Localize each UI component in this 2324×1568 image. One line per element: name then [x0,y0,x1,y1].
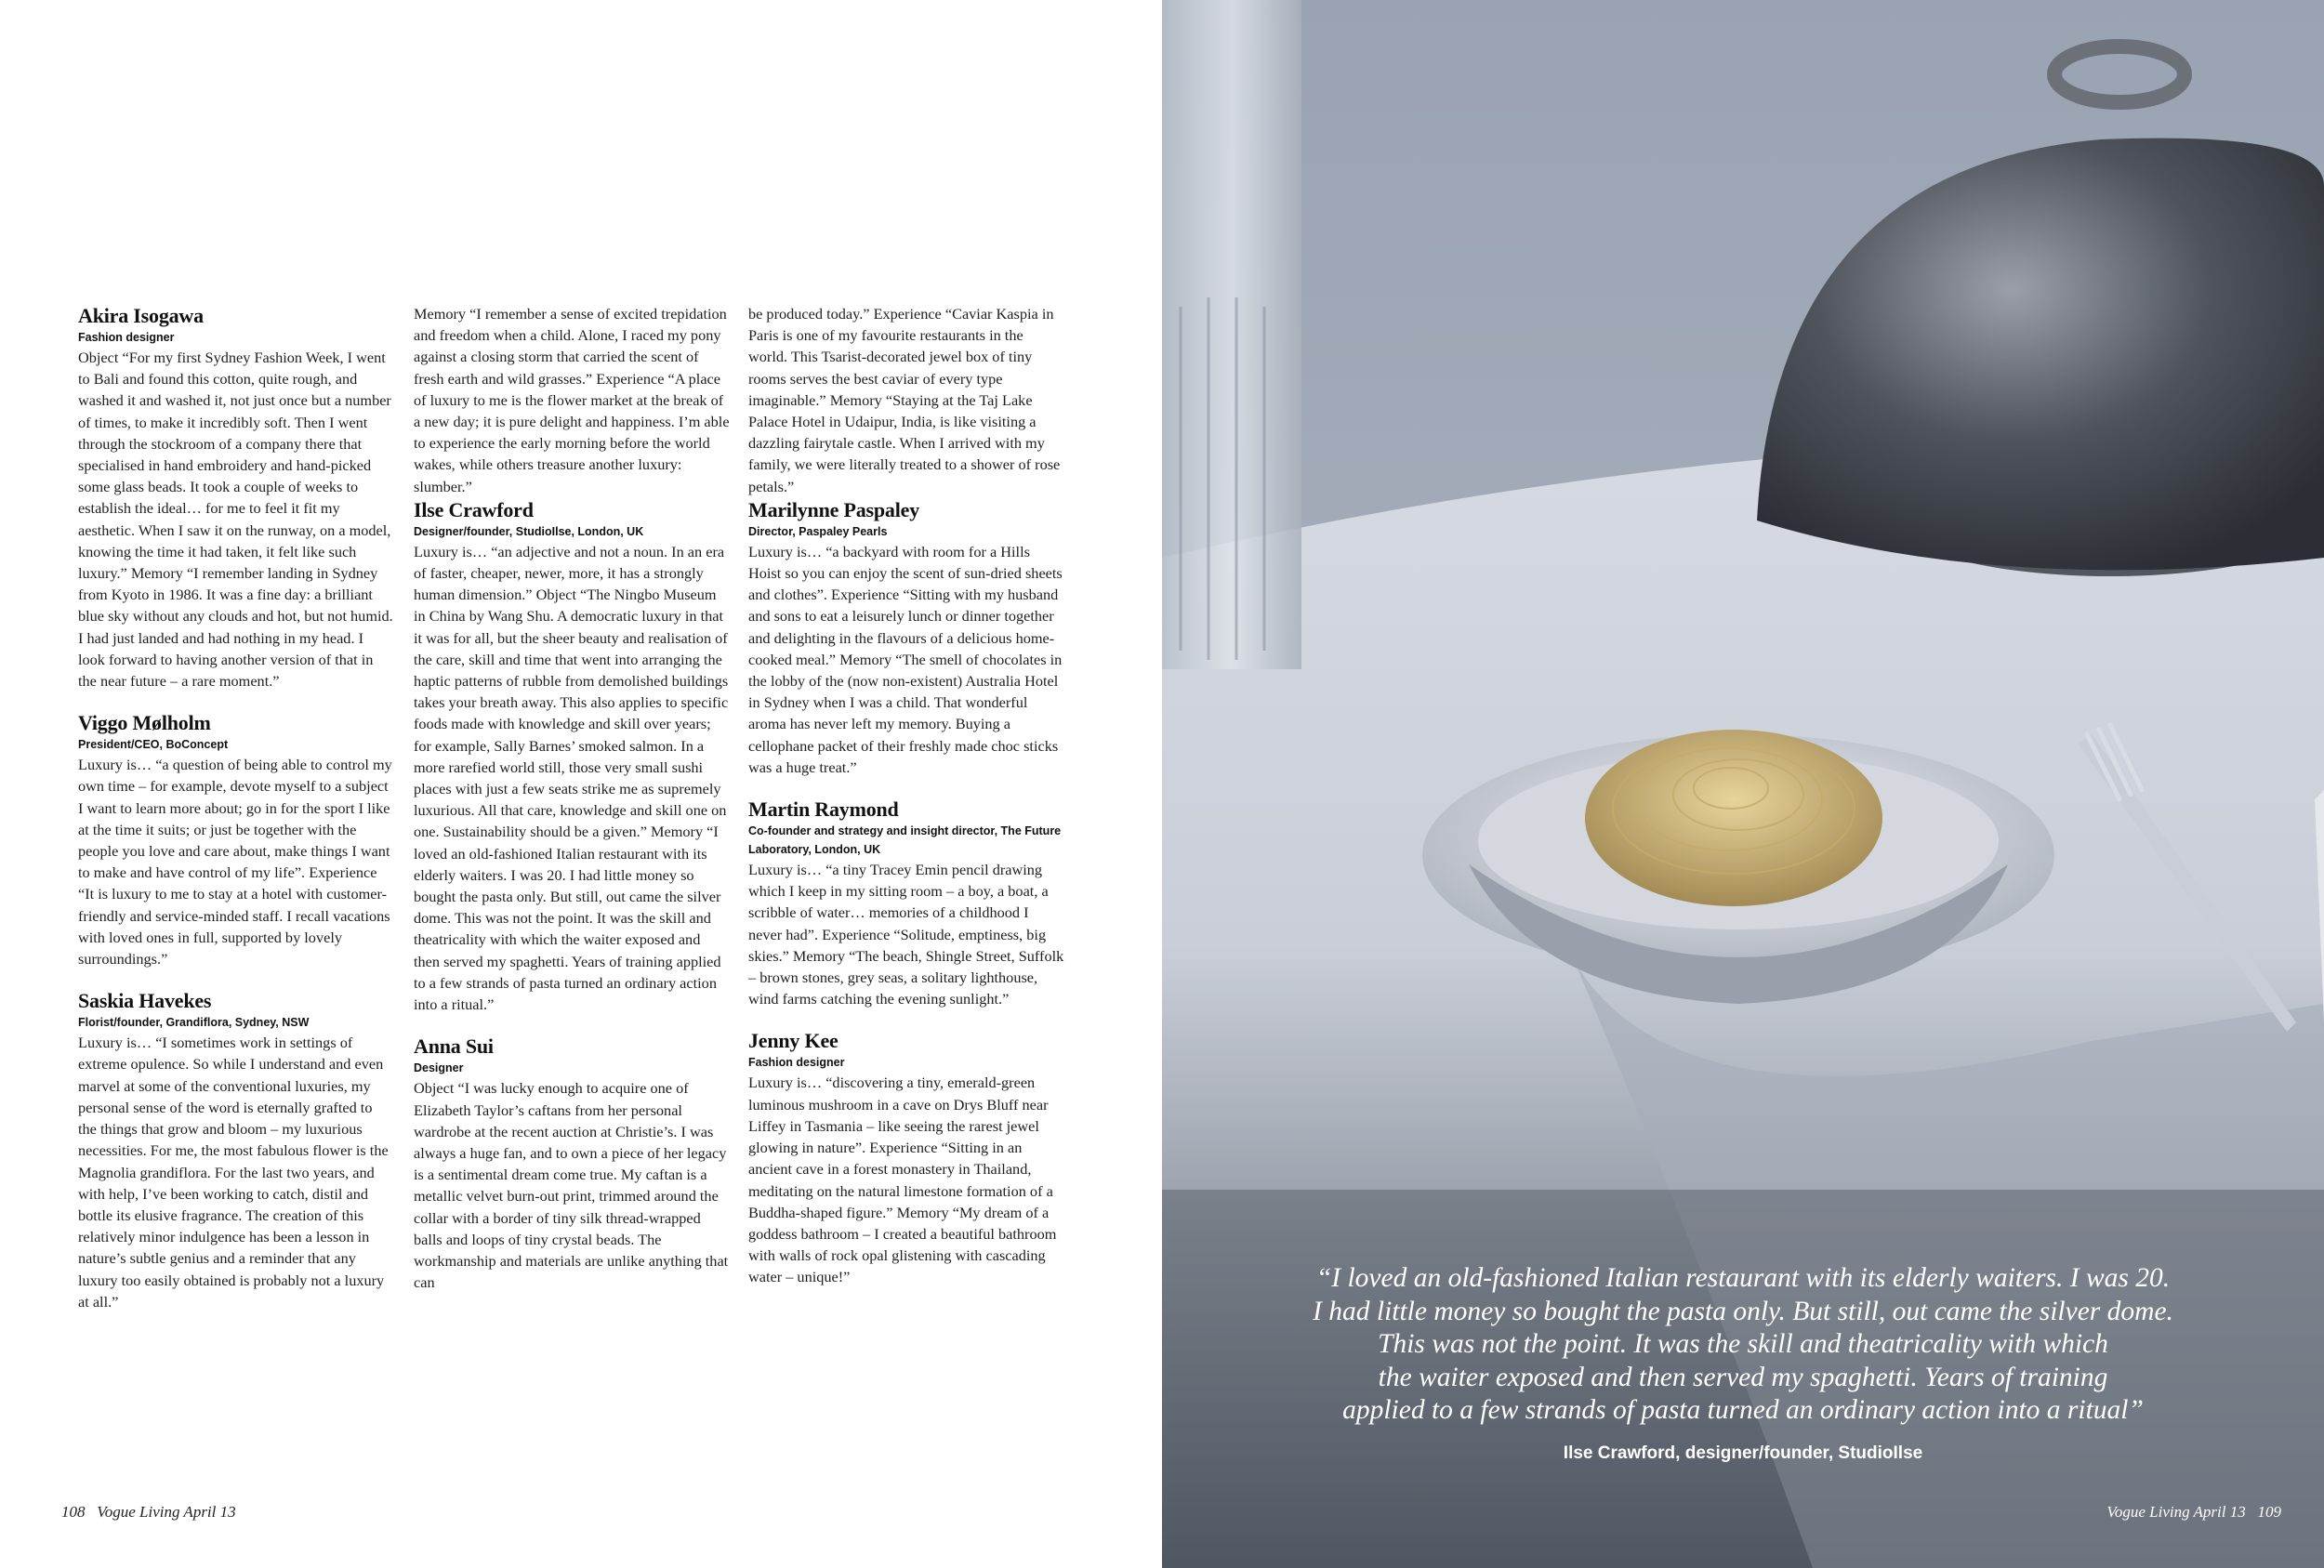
profile-name: Viggo Mølholm [78,711,211,735]
profile-text: Luxury is… “a backyard with room for a Hills Hoist so you can enjoy the scent of sun-dried sheets and clothes”. Experience “Sitting with my husband and sons to eat a leisurely lunch or dinner together and delighting in the flavours of a delicious home-cooked meal.” Memory “The smell of chocolates in the lobby of the (now non-existent) Australia Hotel in Sydney when I was a child. That wonderful aroma has never left my memory. Buying a cellophane packet of their freshly made choc sticks was a huge treat.” [748,542,1063,776]
profile-text: Luxury is… “a question of being able to control my own time – for example, devote myself to a subject I want to learn more about; go in for the sport I like at the time it suits; or just be together with the people you love and care about, make things I want to make and have control of my life”. Experience “It is luxury to me to stay at a hotel with customer-friendly and service-minded staff. I recall vacations with loved ones in full, supported by lovely surroundings.” [78,756,392,968]
continued-text: Memory “I remember a sense of excited trepidation and freedom when a child. Alone, I raced my pony against a closing storm that carried the scent of fresh earth and wild grasses.” Experience “A place of luxury to me is the flower market at the break of a new day; it is pure delight and happiness. I’m able to experience the early morning before the world wakes, while others treasure another luxury: slumber.” [414,305,730,495]
pull-quote-attribution: Ilse Crawford, designer/founder, StudioIlse [1563,1443,1923,1463]
profile-text: Object “I was lucky enough to acquire one of Elizabeth Taylor’s caftans from her personal wardrobe at the recent auction at Christie’s. I was always a huge fan, and to own a piece of her legacy is a sentimental dream come true. My caftan is a metallic velvet burn-out print, trimmed around the collar with a border of tiny silk thread-wrapped balls and loops of tiny crystal beads. The workmanship and materials are unlike anything that can [414,1079,729,1292]
profile-entry [78,303,394,692]
profile-entry [78,710,394,969]
profile-name: Ilse Crawford [414,497,534,521]
pull-quote [1255,1262,2231,1428]
profile-entry [748,797,1064,1009]
magazine-title: Vogue Living April 13 [97,1503,236,1521]
profile-role: Co-founder and strategy and insight director, The Future Laboratory, London, UK [748,824,1062,857]
pull-quote-line: This was not the point. It was the skill and theatricality with which [1378,1329,2108,1359]
text-column-3 [748,303,1064,1307]
pull-quote-line: “I loved an old-fashioned Italian restaurant with its elderly waiters. I was 20. [1315,1263,2171,1293]
profile-entry [414,497,730,1015]
profile-entry [748,497,1064,778]
profile-role: Fashion designer [748,1056,845,1070]
pull-quote-line: I had little money so bought the pasta only. But still, out came the silver dome. [1313,1296,2173,1326]
profile-text: Luxury is… “I sometimes work in settings of extreme opulence. So while I understand and even marvel at some of the conventional luxuries, my personal sense of the word is eternally grafted to the things that grow and bloom – my luxurious necessities. For me, the most fabulous flower is the Magnolia grandiflora. For the last two years, and with help, I’ve been working to catch, distil and bottle its elusive fragrance. The creation of this relatively minor indulgence has been a lesson in nature’s subtle genius and a reminder that any luxury too easily obtained is probably not a luxury at all.” [78,1034,389,1311]
pull-quote-line: the waiter exposed and then served my spaghetti. Years of training [1378,1362,2108,1392]
profile-name: Jenny Kee [748,1029,838,1053]
profile-entry [748,1028,1064,1287]
pull-quote-line: applied to a few strands of pasta turned an ordinary action into a ritual” [1342,1395,2144,1425]
profile-name: Akira Isogawa [78,304,204,327]
profile-text: Luxury is… “discovering a tiny, emerald-green luminous mushroom in a cave on Drys Bluff near Liffey in Tasmania – like seeing the rarest jewel glowing in nature”. Experience “Sitting in an ancient cave in a forest monastery in Thailand, meditating on the natural limestone formation of a Buddha-shaped figure.” Memory “My dream of a goddess bathroom – I created a beautiful bathroom with walls of rock opal glistening with cascading water – unique!” [748,1074,1057,1286]
profile-role: Fashion designer [78,331,175,344]
continued-text: be produced today.” Experience “Caviar Kaspia in Paris is one of my favourite restaurants in the world. This Tsarist-decorated jewel box of tiny rooms serves the best caviar of every type imaginable.” Memory “Staying at the Taj Lake Palace Hotel in Udaipur, India, is like visiting a dazzling fairytale castle. When I arrived with my family, we were literally treated to a shower of rose petals.” [748,305,1061,495]
profile-entry [414,1034,730,1293]
page-number: 109 [2257,1503,2281,1521]
profile-role: Designer/founder, StudioIlse, London, UK [414,524,644,538]
profile-role: Director, Paspaley Pearls [748,524,888,538]
text-column-1 [78,303,394,1331]
profile-name: Martin Raymond [748,797,899,822]
profile-text: Luxury is… “a tiny Tracey Emin pencil drawing which I keep in my sitting room – a boy, a boat, a scribble of water… memories of a childhood I never had”. Experience “Solitude, emptiness, big skies.” Memory “The beach, Shingle Street, Suffolk – brown stones, grey seas, a solitary lighthouse, wind farms catching the evening sunlight.” [748,861,1064,1008]
folio-left [61,1503,236,1522]
magazine-title: Vogue Living April 13 [2106,1503,2246,1521]
profile-text: Luxury is… “an adjective and not a noun. In an era of faster, cheaper, newer, more, it has a strongly human dimension.” Object “The Ningbo Museum in China by Wang Shu. A democratic luxury in that it was for all, but the sheer beauty and realisation of the care, skill and time that went into arranging the haptic patterns of rubble from demolished buildings takes your breath away. This also applies to specific foods made with knowledge and skill over years; for example, Sally Barnes’ smoked salmon. In a more rarefied world still, those very small sushi places with just a few seats strike me as supremely luxurious. All that care, knowledge and skill one on one. Sustainability should be a given.” Memory “I loved an old-fashioned Italian restaurant with its elderly waiters. I was 20. I had little money so bought the pasta only. But still, out came the silver dome. This was not the point. It was the skill and theatricality with which the waiter exposed and then served my spaghetti. Years of training applied to a few strands of pasta turned an ordinary action into a ritual.” [414,542,729,1014]
profile-text: Object “For my first Sydney Fashion Week, I went to Bali and found this cotton, quite rough, and washed it and washed it, not just once but a number of times, to make it incredibly soft. Then I went through the stockroom of a company there that specialised in hand embroidery and hand-picked some glass beads. It took a couple of weeks to establish the ideal… for me to feel it fit my aesthetic. When I saw it on the runway, on a model, knowing the time it had taken, it felt like such luxury.” Memory “I remember landing in Sydney from Kyoto in 1986. It was a fine day: a brilliant blue sky without any clouds and hot, but not humid. I had just landed and had nothing in my head. I look forward to having another version of that in the near future – a rare moment.” [78,349,393,691]
profile-name: Anna Sui [414,1034,494,1059]
page-number: 108 [61,1503,86,1521]
profile-name: Marilynne Paspaley [748,497,920,521]
text-column-2 [414,303,730,1311]
profile-role: President/CEO, BoConcept [78,738,229,752]
folio-right [2106,1503,2281,1522]
profile-name: Saskia Havekes [78,989,212,1013]
profile-role: Designer [414,1061,464,1075]
profile-entry [78,988,394,1312]
profile-role: Florist/founder, Grandiflora, Sydney, NSW [78,1016,310,1030]
